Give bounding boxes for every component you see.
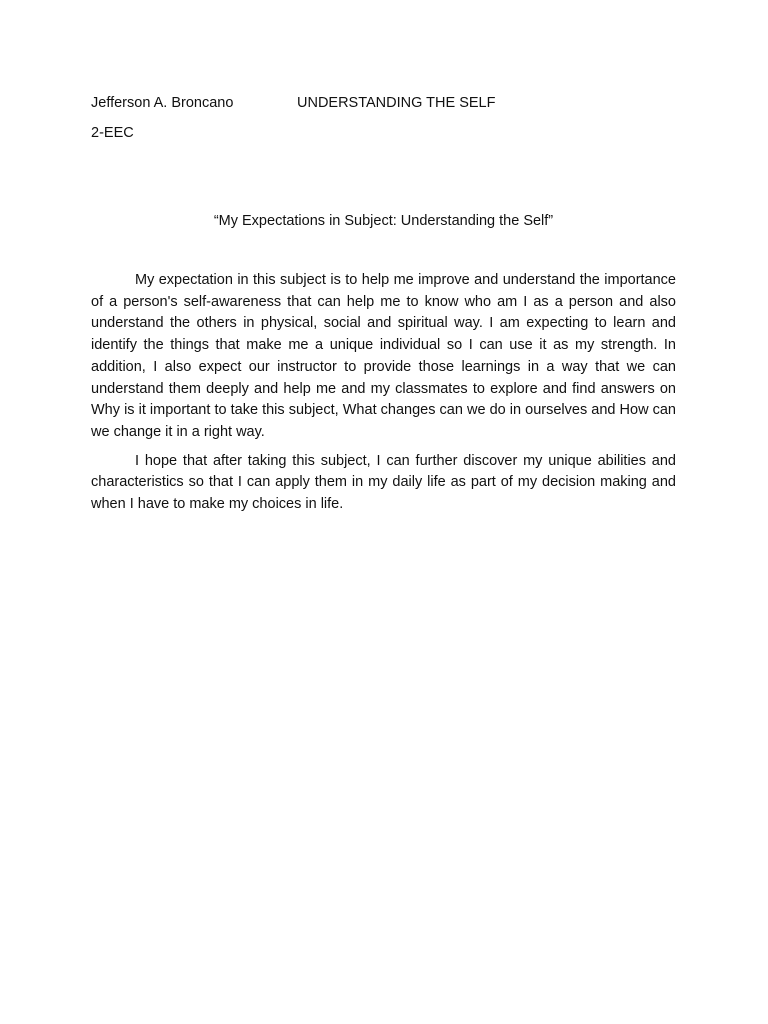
paragraph: My expectation in this subject is to help me improve and understand the importance of a person's self-awareness that can help me to know who am I as a person and also understand the others in physical, social and spiritual way. I am expecting to learn and identify the things that make me a unique individual so I can use it as my strength. In addition, I also expect our instructor to provide those learnings in a way that we can understand them deeply and help me and my classmates to explore and find answers on Why is it important to take this subject, What changes can we do in ourselves and How can we change it in a right way. <box>91 272 676 440</box>
paragraph: I hope that after taking this subject, I can further discover my unique abilities and characteristics so that I can apply them in my daily life as part of my decision making and when I have to make my choices in life. <box>91 452 676 513</box>
essay-body <box>91 270 676 523</box>
subject-name: UNDERSTANDING THE SELF <box>297 95 496 111</box>
class-section: 2-EEC <box>91 125 134 141</box>
essay-title: “My Expectations in Subject: Understanding the Self” <box>213 213 554 229</box>
author-name: Jefferson A. Broncano <box>91 95 234 111</box>
